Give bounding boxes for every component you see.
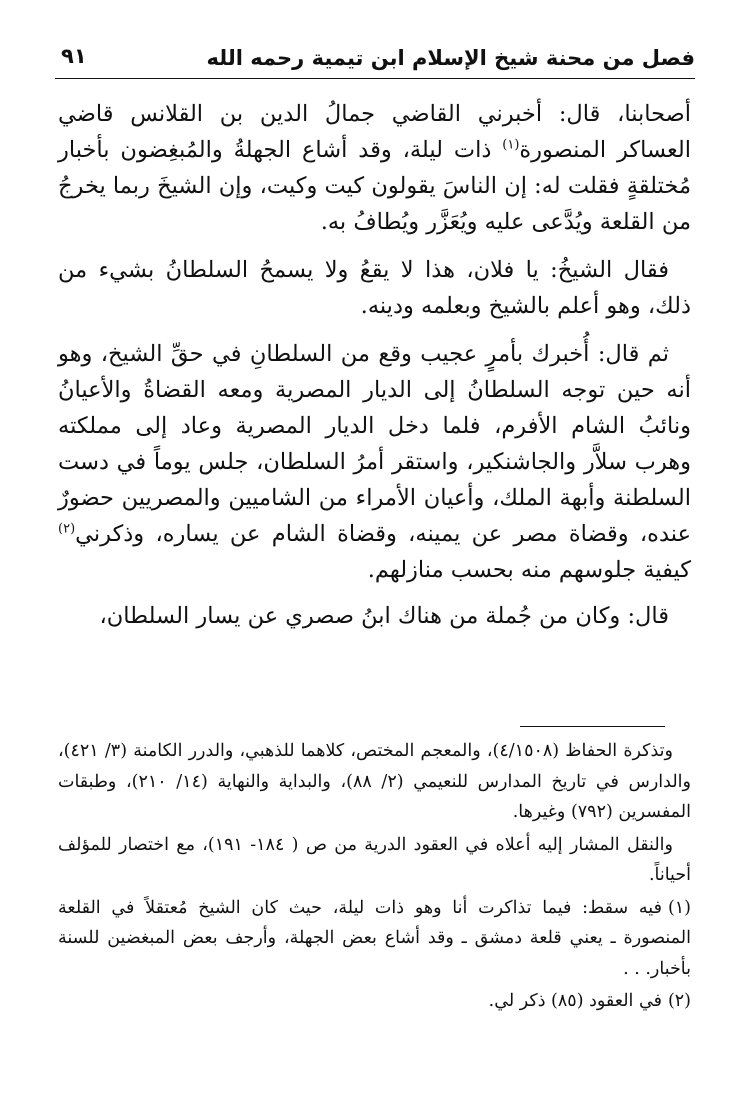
footnote-ref-2: (٢) <box>58 521 76 537</box>
footnote-2-number: (٢) <box>667 991 691 1011</box>
paragraph-1-text-a: أصحابنا، قال: أخبرني القاضي جمالُ الدين بن القلانس قاضي العساكر المنصورة <box>58 101 691 163</box>
footnote-1-text: فيه سقط: فيما تذاكرت أنا وهو ذات ليلة، حيث كان الشيخ مُعتقلاً في القلعة المنصورة ـ يعني قلعة دمشق ـ وقد أشاع بعض الجهلة، وأرجف بعض المبغضين للسنة بأخبار. . . <box>58 897 691 979</box>
main-text <box>58 96 691 646</box>
footnote-1-number: (١) <box>667 897 691 918</box>
paragraph-3-text-b: كيفية جلوسهم منه بحسب منازلهم. <box>367 557 691 583</box>
footnote-1 <box>58 893 691 985</box>
footnote-2-text: في العقود (٨٥) ذكر لي. <box>488 991 662 1011</box>
paragraph-1-text-b: ذات ليلة، وقد أشاع الجهلةُ والمُبغِضون بأخبار مُختلقةٍ فقلت له: إن الناسَ يقولون كيت وكيت، وإن الشيخَ ربما يخرجُ من القلعة ويُدَّعى عليه ويُعَزَّر ويُطافُ به. <box>58 137 691 235</box>
footnote-continuation-2: والنقل المشار إليه أعلاه في العقود الدرية من ص ( ١٨٤- ١٩١)، مع اختصار للمؤلف أحياناً. <box>58 834 691 885</box>
footnote-2 <box>58 986 691 1017</box>
paragraph-3 <box>58 336 691 588</box>
footnote-ref-1: (١) <box>502 137 520 153</box>
footnote-separator <box>520 726 665 727</box>
paragraph-4: قال: وكان من جُملة من هناك ابنُ صصري عن يسار السلطان، <box>99 603 669 629</box>
paragraph-2: فقال الشيخُ: يا فلان، هذا لا يقعُ ولا يسمحُ السلطانُ بشيء من ذلك، وهو أعلم بالشيخ وبعلمه ودينه. <box>58 257 691 319</box>
page-number: ٩١ <box>61 44 87 68</box>
footnote-continuation-1: وتذكرة الحفاظ (٤/١٥٠٨)، والمعجم المختص، كلاهما للذهبي، والدرر الكامنة (٣/ ٤٢١)، والدارس في تاريخ المدارس للنعيمي (٢/ ٨٨)، والبداية والنهاية (١٤/ ٢١٠)، وطبقات المفسرين (٧٩٢) وغيرها. <box>58 741 691 822</box>
running-header <box>55 40 695 79</box>
paragraph-3-text-a: ثم قال: أُخبرك بأمرٍ عجيب وقع من السلطانِ في حقِّ الشيخ، وهو أنه حين توجه السلطانُ إلى الديار المصرية ومعه القضاةُ والأعيانُ ونائبُ الشام الأفرم، فلما دخل الديار المصرية وعاد إلى مملكته وهرب سلاَّر والجاشنكير، واستقر أمرُ السلطان، جلس يوماً في دست السلطنة وأبهة الملك، وأعيان الأمراء من الشاميين والمصريين حضورٌ عنده، وقضاة مصر عن يمينه، وقضاة الشام عن يساره، وذكرني <box>58 341 691 547</box>
footnotes <box>58 736 691 1019</box>
running-title: فصل من محنة شيخ الإسلام ابن تيمية رحمه الله <box>206 46 695 70</box>
paragraph-1 <box>58 96 691 240</box>
